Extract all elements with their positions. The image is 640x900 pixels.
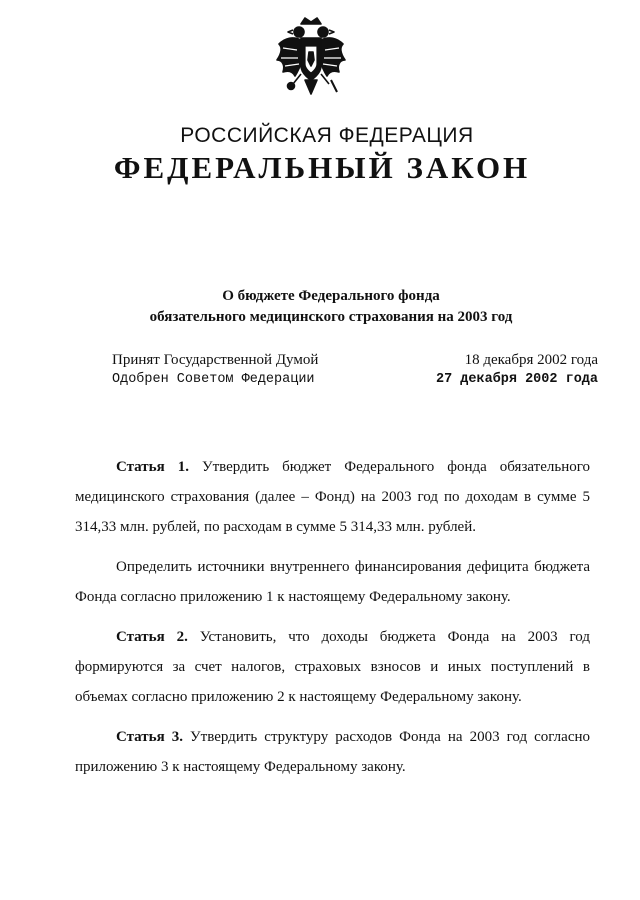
article-text: Утвердить бюджет Федерального фонда обязательного медицинского страхования (далее – Фонд) на 2003 год по доходам в сумме 5 314,33 млн. рублей, по расходам в сумме 5 314,33 млн. рублей. [75,459,590,535]
law-title [0,286,640,328]
article-label: Статья 3. [116,729,184,745]
article-paragraph [75,622,590,712]
article-label: Статья 2. [116,629,188,645]
article-paragraph [75,552,590,612]
law-title-line-1: О бюджете Федерального фонда [222,288,440,304]
article-text: Утвердить структуру расходов Фонда на 2003 год согласно приложению 3 к настоящему Федеральному закону. [75,729,591,775]
article-label: Статья 1. [116,459,189,475]
council-approval-label: Одобрен Советом Федерации [112,372,315,387]
council-approval-date: 27 декабря 2002 года [435,372,598,387]
document-type-heading: ФЕДЕРАЛЬНЫЙ ЗАКОН [113,150,531,185]
article-paragraph [75,452,590,542]
law-title-line-2: обязательного медицинского страхования на 2003 год [149,309,513,325]
duma-adoption-date: 18 декабря 2002 года [464,352,598,368]
country-name: РОССИЙСКАЯ ФЕДЕРАЦИЯ [180,124,474,147]
article-text: Определить источники внутреннего финансирования дефицита бюджета Фонда согласно приложению 1 к настоящему Федеральному закону. [75,559,590,605]
article-paragraph [75,722,590,782]
law-body [75,452,590,792]
article-text: Установить, что доходы бюджета Фонда на 2003 год формируются за счет налогов, страховых взносов и иных поступлений в объемах согласно приложению 2 к настоящему Федеральному закону. [75,629,590,705]
coat-of-arms-icon [271,14,351,104]
duma-adoption-label: Принят Государственной Думой [112,352,319,368]
